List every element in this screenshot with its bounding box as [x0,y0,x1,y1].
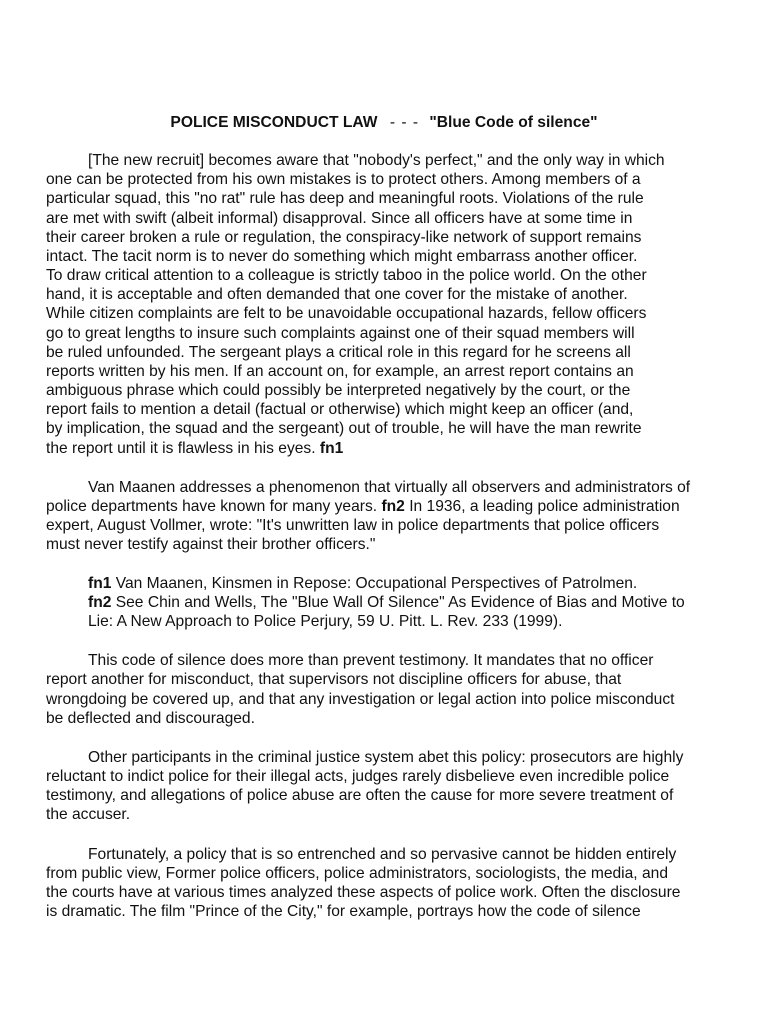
paragraph-line: intact. The tacit norm is to never do something which might embarrass another officer. [46,248,638,265]
footnote-reference: fn1 [319,440,344,457]
footnote-text: See Chin and Wells, The "Blue Wall Of Silence" As Evidence of Bias and Motive to [115,594,685,611]
paragraph-line: report fails to mention a detail (factual or otherwise) which might keep an officer (and, [46,401,634,418]
footnote-2 [88,593,685,612]
paragraph-line: one can be protected from his own mistakes is to protect others. Among members of a [46,171,641,188]
paragraph-line: the accuser. [46,806,131,823]
paragraph-line: is dramatic. The film "Prince of the City," for example, portrays how the code of silence [46,903,641,920]
paragraph-line: be ruled unfounded. The sergeant plays a critical role in this regard for he screens all [46,344,631,361]
page-title [0,113,768,132]
footnote-1 [88,574,637,593]
paragraph-line: While citizen complaints are felt to be unavoidable occupational hazards, fellow officers [46,305,647,322]
footnote-reference: fn2 [381,498,405,515]
paragraph-line [46,439,343,458]
paragraph-text: the report until it is flawless in his eyes. [46,440,316,457]
title-separator: - - - [389,114,420,131]
paragraph-line: must never testify against their brother officers." [46,536,376,553]
paragraph-line: from public view, Former police officers, police administrators, sociologists, the media, and [46,865,668,882]
paragraph-line: particular squad, this "no rat" rule has deep and meaningful roots. Violations of the rule [46,190,644,207]
paragraph-line: To draw critical attention to a colleague is strictly taboo in the police world. On the other [46,267,647,284]
footnote-label: fn1 [88,575,112,592]
paragraph-line: Fortunately, a policy that is so entrenched and so pervasive cannot be hidden entirely [88,846,677,863]
paragraph-line: Van Maanen addresses a phenomenon that virtually all observers and administrators of [88,479,691,496]
paragraph-line: wrongdoing be covered up, and that any investigation or legal action into police misconduct [46,691,675,708]
paragraph-line: by implication, the squad and the sergeant) out of trouble, he will have the man rewrite [46,420,642,437]
paragraph-line: hand, it is acceptable and often demanded that one cover for the mistake of another. [46,286,628,303]
paragraph-line: reluctant to indict police for their illegal acts, judges rarely disbelieve even incredible police [46,768,670,785]
paragraph-line: be deflected and discouraged. [46,710,255,727]
paragraph-line: Other participants in the criminal justice system abet this policy: prosecutors are highly [88,749,684,766]
paragraph-line: are met with swift (albeit informal) disapproval. Since all officers have at some time in [46,210,633,227]
paragraph-line: the courts have at various times analyzed these aspects of police work. Often the disclosure [46,884,681,901]
paragraph-text: police departments have known for many years. [46,498,378,515]
footnote-label: fn2 [88,594,112,611]
footnote-2-continuation: Lie: A New Approach to Police Perjury, 59 U. Pitt. L. Rev. 233 (1999). [88,613,563,630]
paragraph-line [46,497,680,516]
paragraph-line: report another for misconduct, that supervisors not discipline officers for abuse, that [46,671,622,688]
paragraph-line: [The new recruit] becomes aware that "nobody's perfect," and the only way in which [88,152,665,169]
paragraph-line: expert, August Vollmer, wrote: "It's unwritten law in police departments that police officers [46,517,660,534]
paragraph-line: testimony, and allegations of police abuse are often the cause for more severe treatment of [46,787,674,804]
paragraph-line: ambiguous phrase which could possibly be interpreted negatively by the court, or the [46,382,631,399]
paragraph-line: go to great lengths to insure such complaints against one of their squad members will [46,325,635,342]
paragraph-line: their career broken a rule or regulation, the conspiracy-like network of support remains [46,229,642,246]
title-subtitle: "Blue Code of silence" [429,114,598,131]
paragraph-text: In 1936, a leading police administration [409,498,680,515]
footnote-text: Van Maanen, Kinsmen in Repose: Occupational Perspectives of Patrolmen. [115,575,638,592]
title-main: POLICE MISCONDUCT LAW [170,114,378,131]
paragraph-line: reports written by his men. If an account on, for example, an arrest report contains an [46,363,634,380]
paragraph-line: This code of silence does more than prevent testimony. It mandates that no officer [88,652,654,669]
